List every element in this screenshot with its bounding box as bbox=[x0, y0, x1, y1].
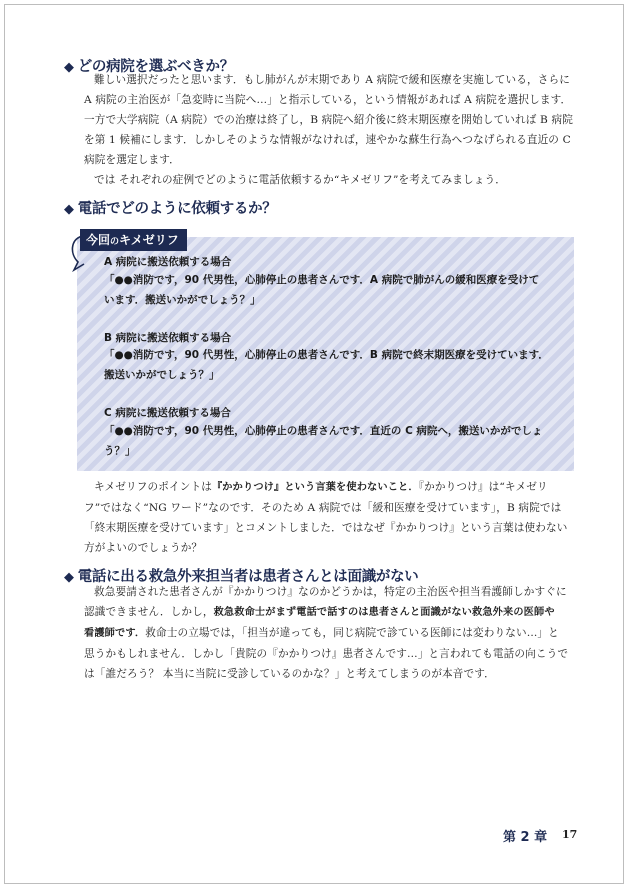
text-run: キメゼリフのポイントは bbox=[94, 481, 212, 493]
section-heading-text: 電話に出る救急外来担当者は患者さんとは面識がない bbox=[77, 569, 419, 585]
body-line: A 病院の主治医が「急変時に当院へ…」と指示している，という情報があれば A 病院を選択します． bbox=[84, 94, 572, 106]
diamond-bullet-icon: ◆ bbox=[64, 60, 74, 75]
tag-text-main: 今回 bbox=[86, 233, 111, 247]
body-line bbox=[84, 623, 559, 644]
case-line: 「●●消防です，90 代男性，心肺停止の患者さんです．直近の C 病院へ，搬送いかがでしょ bbox=[104, 425, 543, 437]
case-b-title: B 病院に搬送依頼する場合 bbox=[104, 332, 232, 344]
body-line: は「誰だろう？ 本当に当院に受診しているのかな？」と考えてしまうのが本音です． bbox=[84, 668, 495, 680]
body-line: 思うかもしれません．しかし「貴院の『かかりつけ』患者さんです…」と言われても電話の向こうで bbox=[84, 648, 569, 660]
text-run: 認識できません．しかし， bbox=[84, 606, 214, 618]
body-line: を第 1 候補にします．しかしそのような情報がなければ，速やかな蘇生行為へつなげられる直近の C bbox=[84, 134, 571, 146]
case-line: う？」 bbox=[104, 445, 136, 457]
body-line bbox=[84, 602, 554, 623]
emphasis-text: 『かかりつけ』という言葉を使わないこと． bbox=[211, 482, 419, 493]
body-line: 難しい選択だったと思います．もし肺がんが末期であり A 病院で緩和医療を実施している，さらに bbox=[94, 74, 570, 86]
body-line: 救急要請された患者さんが『かかりつけ』なのかどうかは，特定の主治医や担当看護師しかすぐに bbox=[94, 586, 567, 598]
section2-after-body bbox=[84, 477, 568, 558]
tag-text-particle: の bbox=[110, 237, 120, 247]
body-line bbox=[84, 477, 554, 498]
body-line: 一方で大学病院（A 病院）での治療は終了し，B 病院へ紹介後に終末期医療を開始していれば B 病院 bbox=[84, 114, 573, 126]
section1-body bbox=[84, 70, 573, 190]
case-line: 搬送いかがでしょう？」 bbox=[104, 369, 220, 381]
case-c-title: C 病院に搬送依頼する場合 bbox=[104, 407, 231, 419]
text-run: 救命士の立場では，「担当が違っても，同じ病院で診ている医師には変わりない…」と bbox=[145, 627, 559, 639]
tag-text-rest: キメゼリフ bbox=[119, 233, 179, 247]
section-heading-text: どの病院を選ぶべきか？ bbox=[77, 59, 234, 75]
section3-body bbox=[84, 582, 569, 684]
section-heading-text: 電話でどのように依頼するか？ bbox=[77, 201, 277, 217]
body-line: フ”ではなく“NG ワード”なのです．そのため A 病院では「緩和医療を受けています」，B 病院では bbox=[84, 502, 562, 514]
page-number: 17 bbox=[562, 828, 578, 841]
case-line: 「●●消防です，90 代男性，心肺停止の患者さんです．A 病院で肺がんの緩和医療を受けて bbox=[104, 274, 540, 286]
case-b-text bbox=[104, 345, 549, 385]
case-line: 「●●消防です，90 代男性，心肺停止の患者さんです．B 病院で終末期医療を受けています． bbox=[104, 349, 549, 361]
text-run: 『かかりつけ』は“キメゼリ bbox=[418, 481, 548, 493]
chapter-label: 第 2 章 bbox=[503, 830, 548, 845]
case-c-text bbox=[104, 421, 542, 461]
case-a-title: A 病院に搬送依頼する場合 bbox=[104, 256, 232, 268]
section-heading-phone-request bbox=[64, 197, 277, 218]
body-line: 「終末期医療を受けています」とコメントしました．ではなぜ『かかりつけ』という言葉は使わない bbox=[84, 522, 568, 534]
emphasis-text: 看護師です． bbox=[84, 628, 146, 639]
body-line: 方がよいのでしょうか？ bbox=[84, 542, 203, 554]
case-a-text bbox=[104, 270, 539, 310]
emphasis-text: 救急救命士がまず電話で話すのは患者さんと面識がない救急外来の医師や bbox=[213, 607, 555, 618]
body-line: では それぞれの症例でどのように電話依頼するか“キメゼリフ”を考えてみましょう． bbox=[94, 174, 506, 186]
kimezerifu-tag bbox=[80, 229, 187, 251]
case-line: います．搬送いかがでしょう？」 bbox=[104, 294, 261, 306]
body-line: 病院を選定します． bbox=[84, 154, 180, 166]
diamond-bullet-icon: ◆ bbox=[64, 202, 74, 217]
diamond-bullet-icon: ◆ bbox=[64, 570, 74, 585]
